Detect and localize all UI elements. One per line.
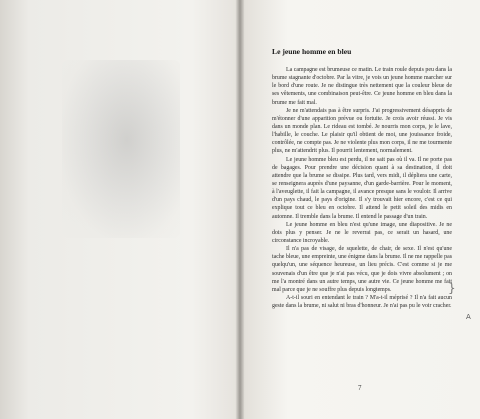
- paragraph: Le jeune homme bleu est perdu, il ne sait pas où il va. Il ne porte pas de bagages. Pour prendre une décision quant à sa destination, il doit attendre que la brume se dissipe. Plus tard, vers midi, il dépliera une carte, se renseignera auprès d'une paysanne, d'un garde-barrière. Pour le moment, à l'aveuglette, il fait la campagne, il avance presque sans le vouloir. Il arrive d'un pays chaud, le pays d'origine. Il s'y trouvait hier encore, c'est ce qui explique tout ce bleu en octobre. Il attend le petit soleil des midis en automne. Il tremble dans la brume. Il entend le passage d'un train.: [272, 156, 452, 220]
- paragraph: Il n'a pas de visage, de squelette, de chair, de sexe. Il n'est qu'une tache bleue, une empreinte, une énigme dans la brume. Il ne me rappelle pas quelqu'un, une séquence heureuse, un lieu précis. C'est comme si je me souvenais d'un être que je n'ai pas vécu, que je dois vivre absolument ; on me l'a montré dans un autre temps, une autre vie. Ce jeune homme me fait mal parce que je ne souffre plus depuis longtemps.: [272, 246, 452, 293]
- paragraph: Je ne m'attendais pas à être surpris. J'ai progressivement désappris de m'étonner d'une apparition prévue ou fortuite. Je crois avoir réussi. Je vis dans un monde plan. Le rideau est tombé. Je nourris mon corps, je le lave, l'habille, le couche. Le plaisir qu'il obtient de moi, une jouissance froide, contrôlée, ne compte pas. Je ne violente plus mon corps, il ne me tourmente plus, ne m'attendrit plus. Il pourrit lentement, normalement.: [272, 107, 452, 155]
- paragraph: Le jeune homme en bleu n'est qu'une image, une diapositive. Je ne dois plus y penser. Je ne le reverrai pas, ce serait un hasard, une circonstance incroyable.: [272, 221, 452, 244]
- paragraph: A-t-il souri en entendant le train ? M'a-t-il méprisé ? Il n'a fait aucun geste dans la brume, ni salut ni bras d'honneur. Je n'ai pas pu le voir cracher.: [272, 294, 452, 310]
- book-gutter: [236, 0, 244, 419]
- bleed-through-image: [62, 60, 180, 238]
- chapter-title: Le jeune homme en bleu: [272, 47, 352, 56]
- paragraph: La campagne est brumeuse ce matin. Le train roule depuis peu dans la brume stagnante d'octobre. Par la vitre, je vois un jeune homme marcher sur le bord d'une route. Je ne distingue très nettement que la couleur bleue de ses vêtements, une combinaison peut-être. Ce jeune homme en bleu dans la brume me fait mal.: [272, 67, 452, 106]
- margin-annotation: A: [466, 313, 471, 321]
- body-text: [272, 66, 452, 310]
- margin-brace: }: [448, 281, 456, 295]
- page-number: 7: [358, 384, 362, 392]
